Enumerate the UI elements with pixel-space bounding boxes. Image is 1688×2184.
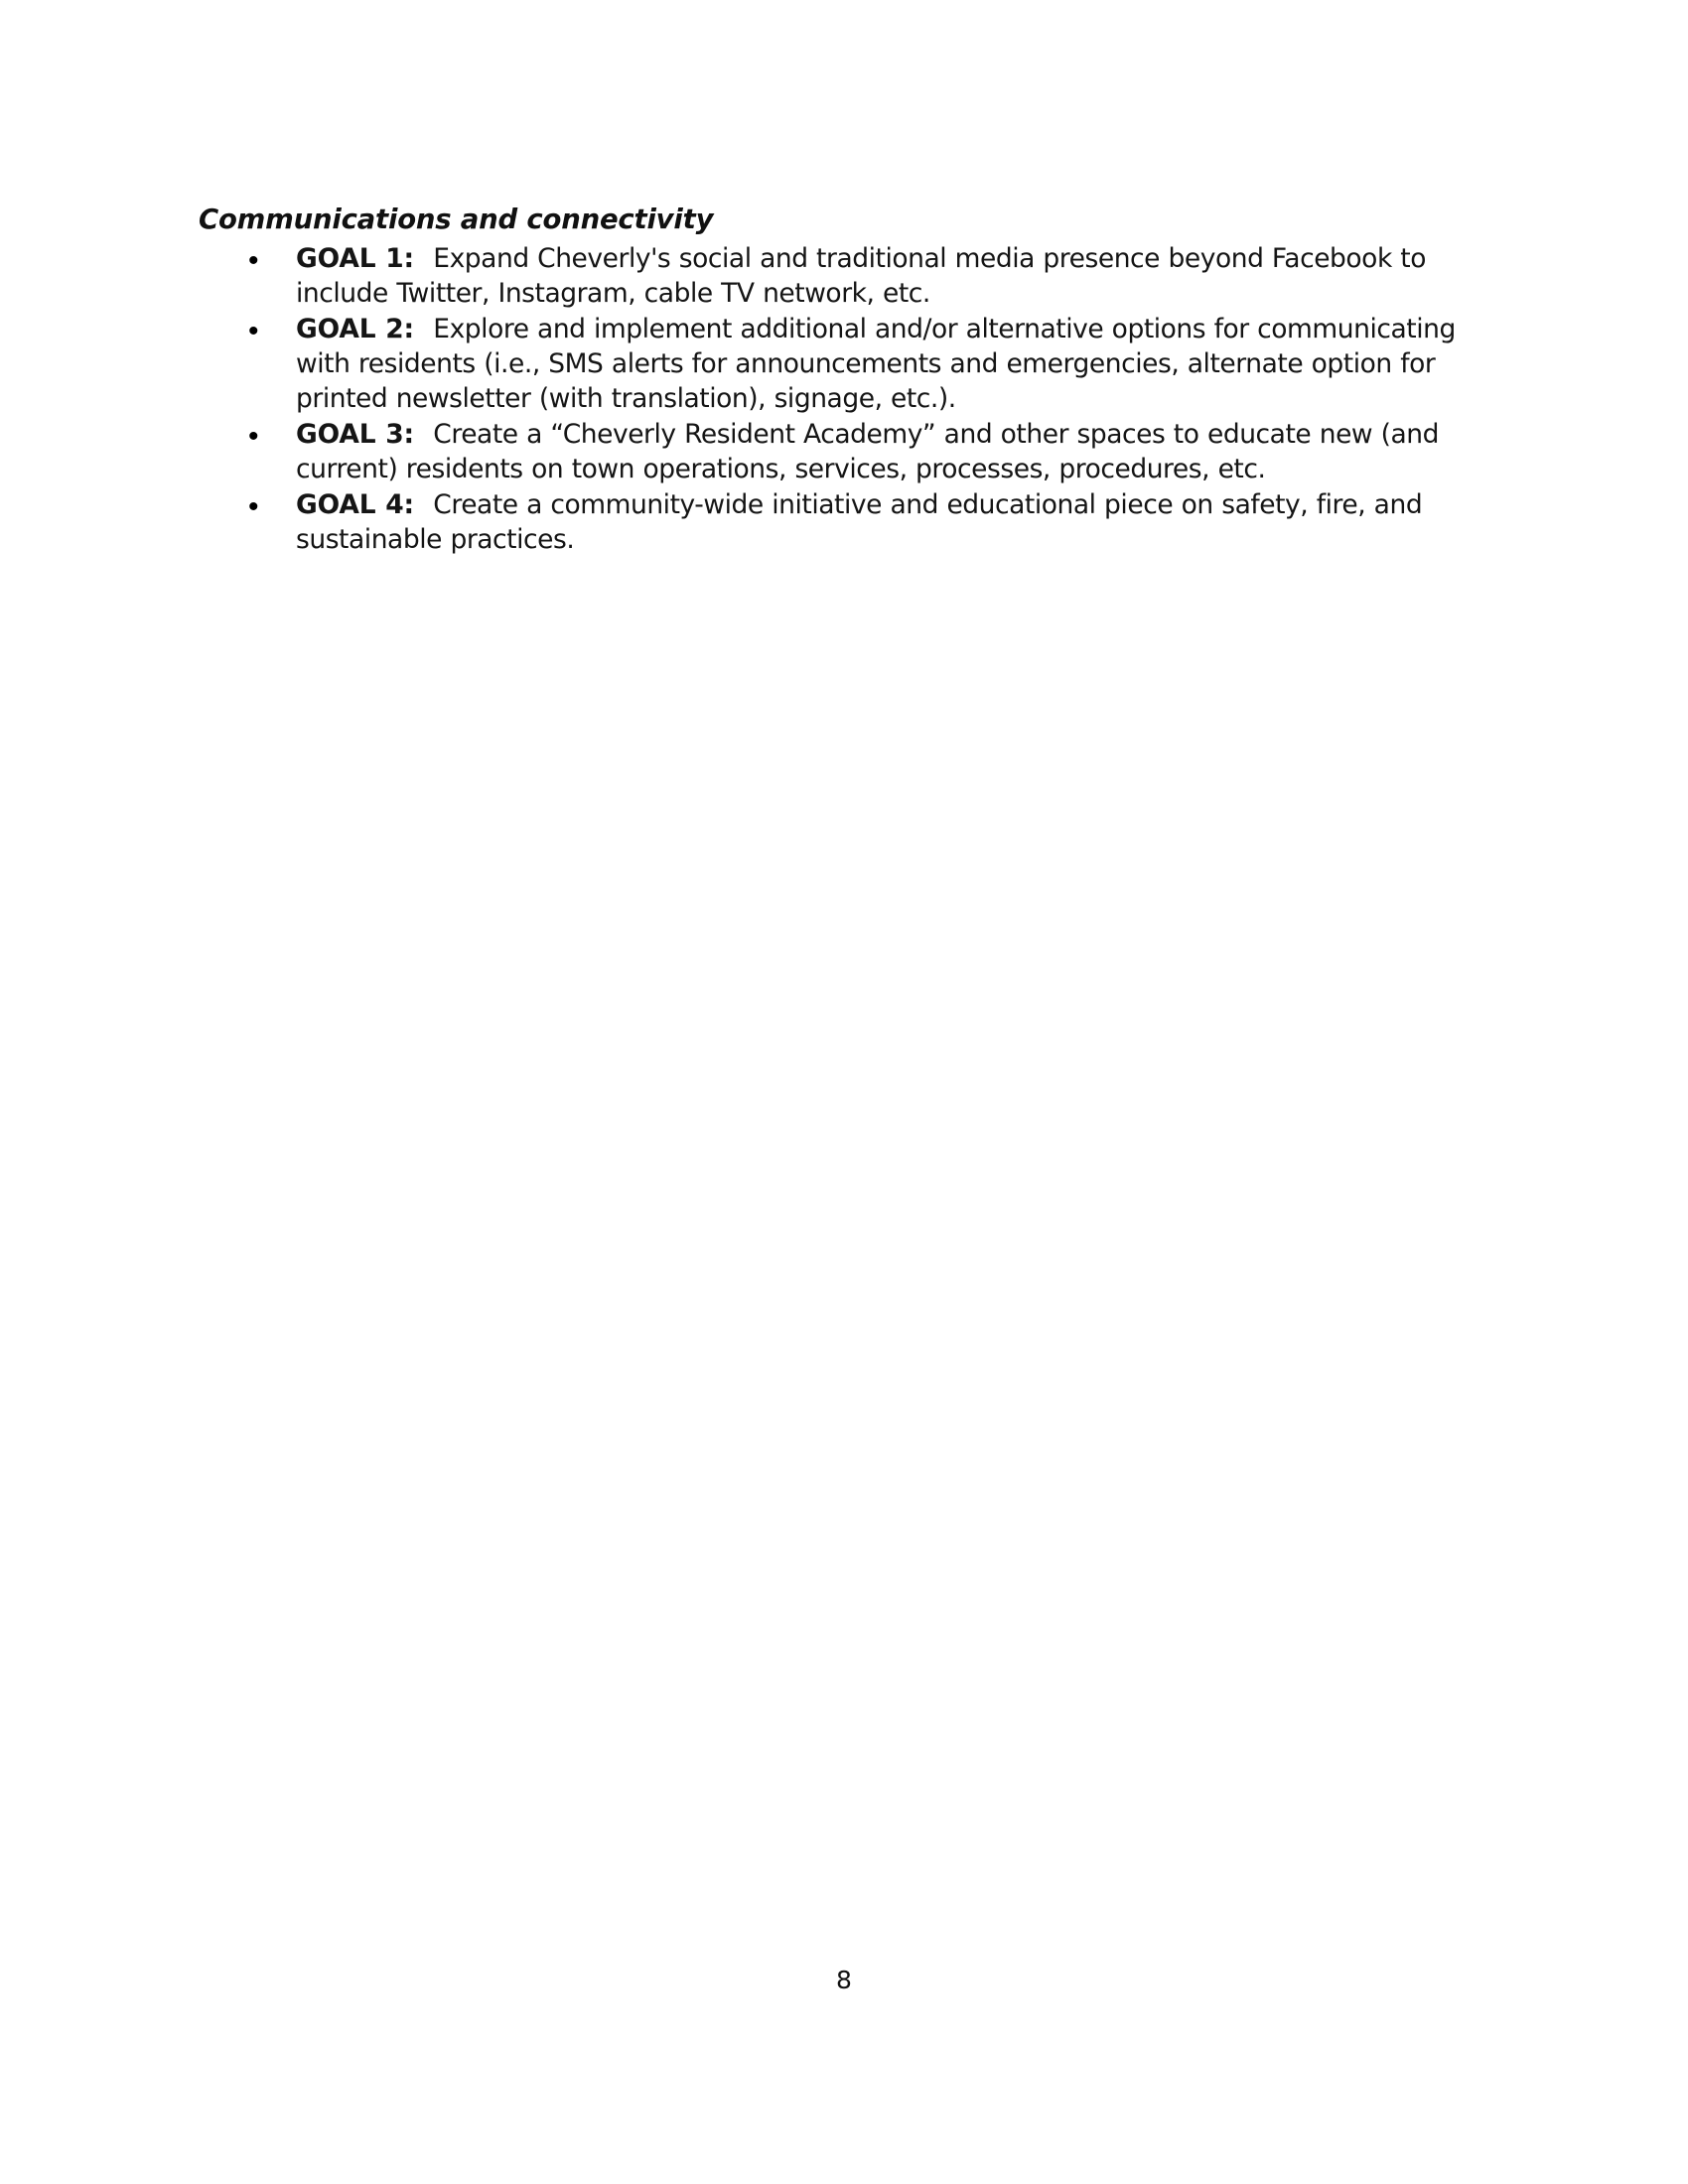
list-item	[199, 241, 1489, 311]
goal-text	[296, 419, 1439, 484]
bullet-icon: •	[248, 490, 259, 524]
page-content	[199, 204, 1489, 559]
goal-body: Explore and implement additional and/or alternative options for communicating with residents (i.e., SMS alerts for announcements and emergencies, alternate option for printed newsletter (with translation), signage, etc.).	[296, 313, 1456, 414]
goal-label: GOAL 3:	[296, 419, 434, 451]
bullet-icon: •	[248, 243, 259, 277]
page-number: 8	[836, 1966, 852, 1994]
goal-label: GOAL 1:	[296, 242, 434, 274]
goal-label: GOAL 4:	[296, 489, 434, 521]
bullet-icon: •	[248, 420, 259, 454]
list-item	[199, 312, 1489, 416]
list-item	[199, 417, 1489, 486]
goal-text	[296, 489, 1422, 555]
goal-body: Create a community-wide initiative and educational piece on safety, fire, and sustainable practices.	[296, 489, 1423, 556]
goal-body: Expand Cheverly's social and traditional media presence beyond Facebook to include Twitter, Instagram, cable TV network, etc.	[296, 242, 1427, 309]
goal-body: Create a “Cheverly Resident Academy” and other spaces to educate new (and current) residents on town operations, services, processes, procedures, etc.	[296, 419, 1440, 485]
goal-text	[296, 243, 1426, 309]
goal-text	[296, 314, 1456, 414]
list-item	[199, 487, 1489, 557]
goal-label: GOAL 2:	[296, 313, 434, 344]
section-heading: Communications and connectivity	[199, 204, 714, 235]
goal-list	[199, 241, 1489, 558]
bullet-icon: •	[248, 314, 259, 347]
